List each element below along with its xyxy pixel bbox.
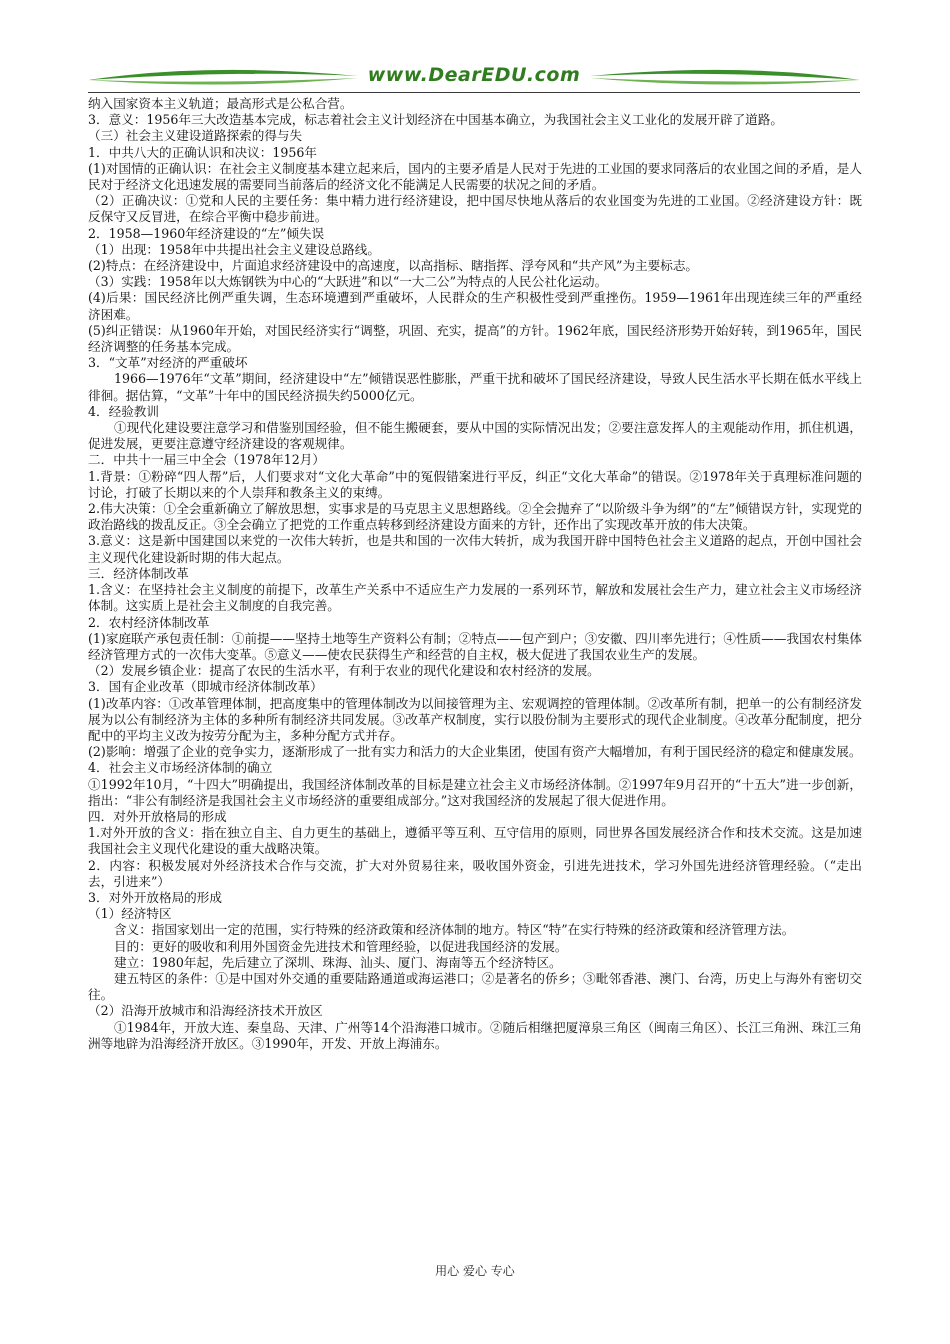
paragraph: （1）出现：1958年中共提出社会主义建设总路线。: [88, 241, 380, 257]
paragraph: 3.意义：这是新中国建国以来党的一次伟大转折，也是共和国的一次伟大转折，成为我国开辟中国特色社会主义道路的起点，开创中国社会主义现代化建设新时期的伟大起点。: [88, 533, 862, 565]
section-heading: 三．经济体制改革: [88, 565, 189, 581]
paragraph: 1.对外开放的含义：指在独立自主、自力更生的基础上，遵循平等互利、互守信用的原则，同世界各国发展经济合作和技术交流。这是加速我国社会主义现代化建设的重大战略决策。: [88, 825, 862, 857]
page-footer: 用心 爱心 专心: [435, 1264, 515, 1278]
paragraph: 1966—1976年“文革”期间，经济建设中“左”倾错误恶性膨胀，严重干扰和破坏了国民经济建设，导致人民生活水平长期在低水平线上徘徊。据估算，“文革”十年中的国民经济损失约5000亿元。: [88, 371, 862, 403]
subheading: 3．国有企业改革（即城市经济体制改革）: [88, 679, 323, 695]
paragraph: (2)特点：在经济建设中，片面追求经济建设中的高速度，以高指标、瞎指挥、浮夸风和“共产风”为主要标志。: [88, 258, 699, 274]
paragraph: (4)后果：国民经济比例严重失调，生态环境遭到严重破坏，人民群众的生产积极性受到严重挫伤。1959—1961年出现连续三年的严重经济困难。: [88, 290, 862, 322]
subheading: 4．经验教训: [88, 403, 159, 419]
subheading: 3．对外开放格局的形成: [88, 889, 222, 905]
subheading: 2．1958—1960年经济建设的“左”倾失误: [88, 225, 325, 241]
paragraph: 建五特区的条件：①是中国对外交通的重要陆路通道或海运港口；②是著名的侨乡；③毗邻香港、澳门、台湾，历史上与海外有密切交往。: [88, 970, 862, 1003]
subheading: 2．农村经济体制改革: [88, 614, 210, 630]
section-heading: 二．中共十一届三中全会（1978年12月）: [88, 452, 325, 468]
paragraph: ①现代化建设要注意学习和借鉴别国经验，但不能生搬硬套，要从中国的实际情况出发；②要注意发挥人的主观能动作用，抓住机遇，促进发展，更要注意遵守经济建设的客观规律。: [88, 420, 862, 452]
paragraph: 目的：更好的吸收和利用外国资金先进技术和管理经验，以促进我国经济的发展。: [114, 938, 568, 954]
paragraph: 含义：指国家划出一定的范围，实行特殊的经济政策和经济体制的地方。特区“特”在实行特殊的经济政策和经济管理方法。: [114, 922, 795, 938]
paragraph: (1)改革内容：①改革管理体制，把高度集中的管理体制改为以间接管理为主、宏观调控的管理体制。②改革所有制，把单一的公有制经济发展为以公有制经济为主体的多种所有制经济共同发展。③改革产权制度，实行以股份制为主要形式的现代企业制度。④改革分配制度，把分配中的平均主义改为按劳分配为主，多种分配方式并存。: [88, 695, 862, 743]
paragraph: (1)对国情的正确认识：在社会主义制度基本建立起来后，国内的主要矛盾是人民对于先进的工业国的要求同落后的农业国之间的矛盾，是人民对于经济文化迅速发展的需要同当前落后的经济文化不能满足人民需要的状况之间的矛盾。: [88, 160, 862, 193]
subheading: 1．中共八大的正确认识和决议：1956年: [88, 144, 317, 160]
site-header: [88, 60, 860, 94]
subheading: （1）经济特区: [88, 906, 172, 922]
paragraph: （3）实践：1958年以大炼钢铁为中心的“大跃进”和以“一大二公”为特点的人民公社化运动。: [88, 274, 608, 290]
subheading: 3．“文革”对经济的严重破坏: [88, 355, 248, 371]
paragraph: ①1992年10月，“十四大”明确提出，我国经济体制改革的目标是建立社会主义市场经济体制。②1997年9月召开的“十五大”进一步创新，指出：“非公有制经济是我国社会主义市场经济的重要组成部分。”这对我国经济的发展起了很大促进作用。: [88, 776, 862, 808]
paragraph: （2）发展乡镇企业：提高了农民的生活水平，有利于农业的现代化建设和农村经济的发展。: [88, 663, 600, 679]
paragraph: ①1984年，开放大连、秦皇岛、天津、广州等14个沿海港口城市。②随后相继把厦漳泉三角区（闽南三角区）、长江三角洲、珠江三角洲等地辟为沿海经济开放区。③1990年，开发、开放上海浦东。: [88, 1019, 862, 1051]
paragraph: （2）正确决议：①党和人民的主要任务：集中精力进行经济建设，把中国尽快地从落后的农业国变为先进的工业国。②经济建设方针：既反保守又反冒进，在综合平衡中稳步前进。: [88, 193, 862, 225]
paragraph: 1.背景：①粉碎“四人帮”后，人们要求对“文化大革命”中的冤假错案进行平反，纠正“文化大革命”的错误。②1978年关于真理标准问题的讨论，打破了长期以来的个人崇拜和教条主义的束缚。: [88, 468, 862, 500]
site-logo-text: www.DearEDU.com: [367, 64, 581, 86]
paragraph: 建立：1980年起，先后建立了深圳、珠海、汕头、厦门、海南等五个经济特区。: [114, 954, 562, 970]
paragraph: 2．内容：积极发展对外经济技术合作与交流，扩大对外贸易往来，吸收国外资金，引进先进技术，学习外国先进经济管理经验。（“走出去，引进来”）: [88, 857, 862, 889]
paragraph: 2.伟大决策：①全会重新确立了解放思想，实事求是的马克思主义思想路线。②全会抛弃了“以阶级斗争为纲”的“左”倾错误方针，实现党的政治路线的拨乱反正。③全会确立了把党的工作重点转移到经济建设方面来的方针，还作出了实现改革开放的伟大决策。: [88, 501, 862, 533]
header-divider: [88, 92, 860, 93]
section-heading: 四．对外开放格局的形成: [88, 808, 227, 824]
paragraph: (5)纠正错误：从1960年开始，对国民经济实行“调整，巩固、充实，提高”的方针。1962年底，国民经济形势开始好转，到1965年，国民经济调整的任务基本完成。: [88, 322, 862, 355]
subheading: （2）沿海开放城市和沿海经济技术开放区: [88, 1003, 323, 1019]
paragraph: (1)家庭联产承包责任制：①前提——坚持土地等生产资料公有制；②特点——包产到户；③安徽、四川率先进行；④性质——我国农村集体经济管理方式的一次伟大变革。⑤意义——使农民获得生产和经营的自主权，极大促进了我国农业生产的发展。: [88, 630, 862, 662]
paragraph: (2)影响：增强了企业的竞争实力，逐渐形成了一批有实力和活力的大企业集团，使国有资产大幅增加，有利于国民经济的稳定和健康发展。: [88, 744, 862, 760]
subheading: 4．社会主义市场经济体制的确立: [88, 760, 273, 776]
paragraph: 纳入国家资本主义轨道；最高形式是公私合营。: [88, 96, 353, 111]
document-body: [88, 96, 862, 1246]
paragraph: 1.含义：在坚持社会主义制度的前提下，改革生产关系中不适应生产力发展的一系列环节，解放和发展社会生产力，建立社会主义市场经济体制。这实质上是社会主义制度的自我完善。: [88, 582, 862, 614]
paragraph: 3．意义：1956年三大改造基本完成，标志着社会主义计划经济在中国基本确立，为我国社会主义工业化的发展开辟了道路。: [88, 112, 783, 128]
section-heading: （三）社会主义建设道路探索的得与失: [88, 128, 303, 144]
